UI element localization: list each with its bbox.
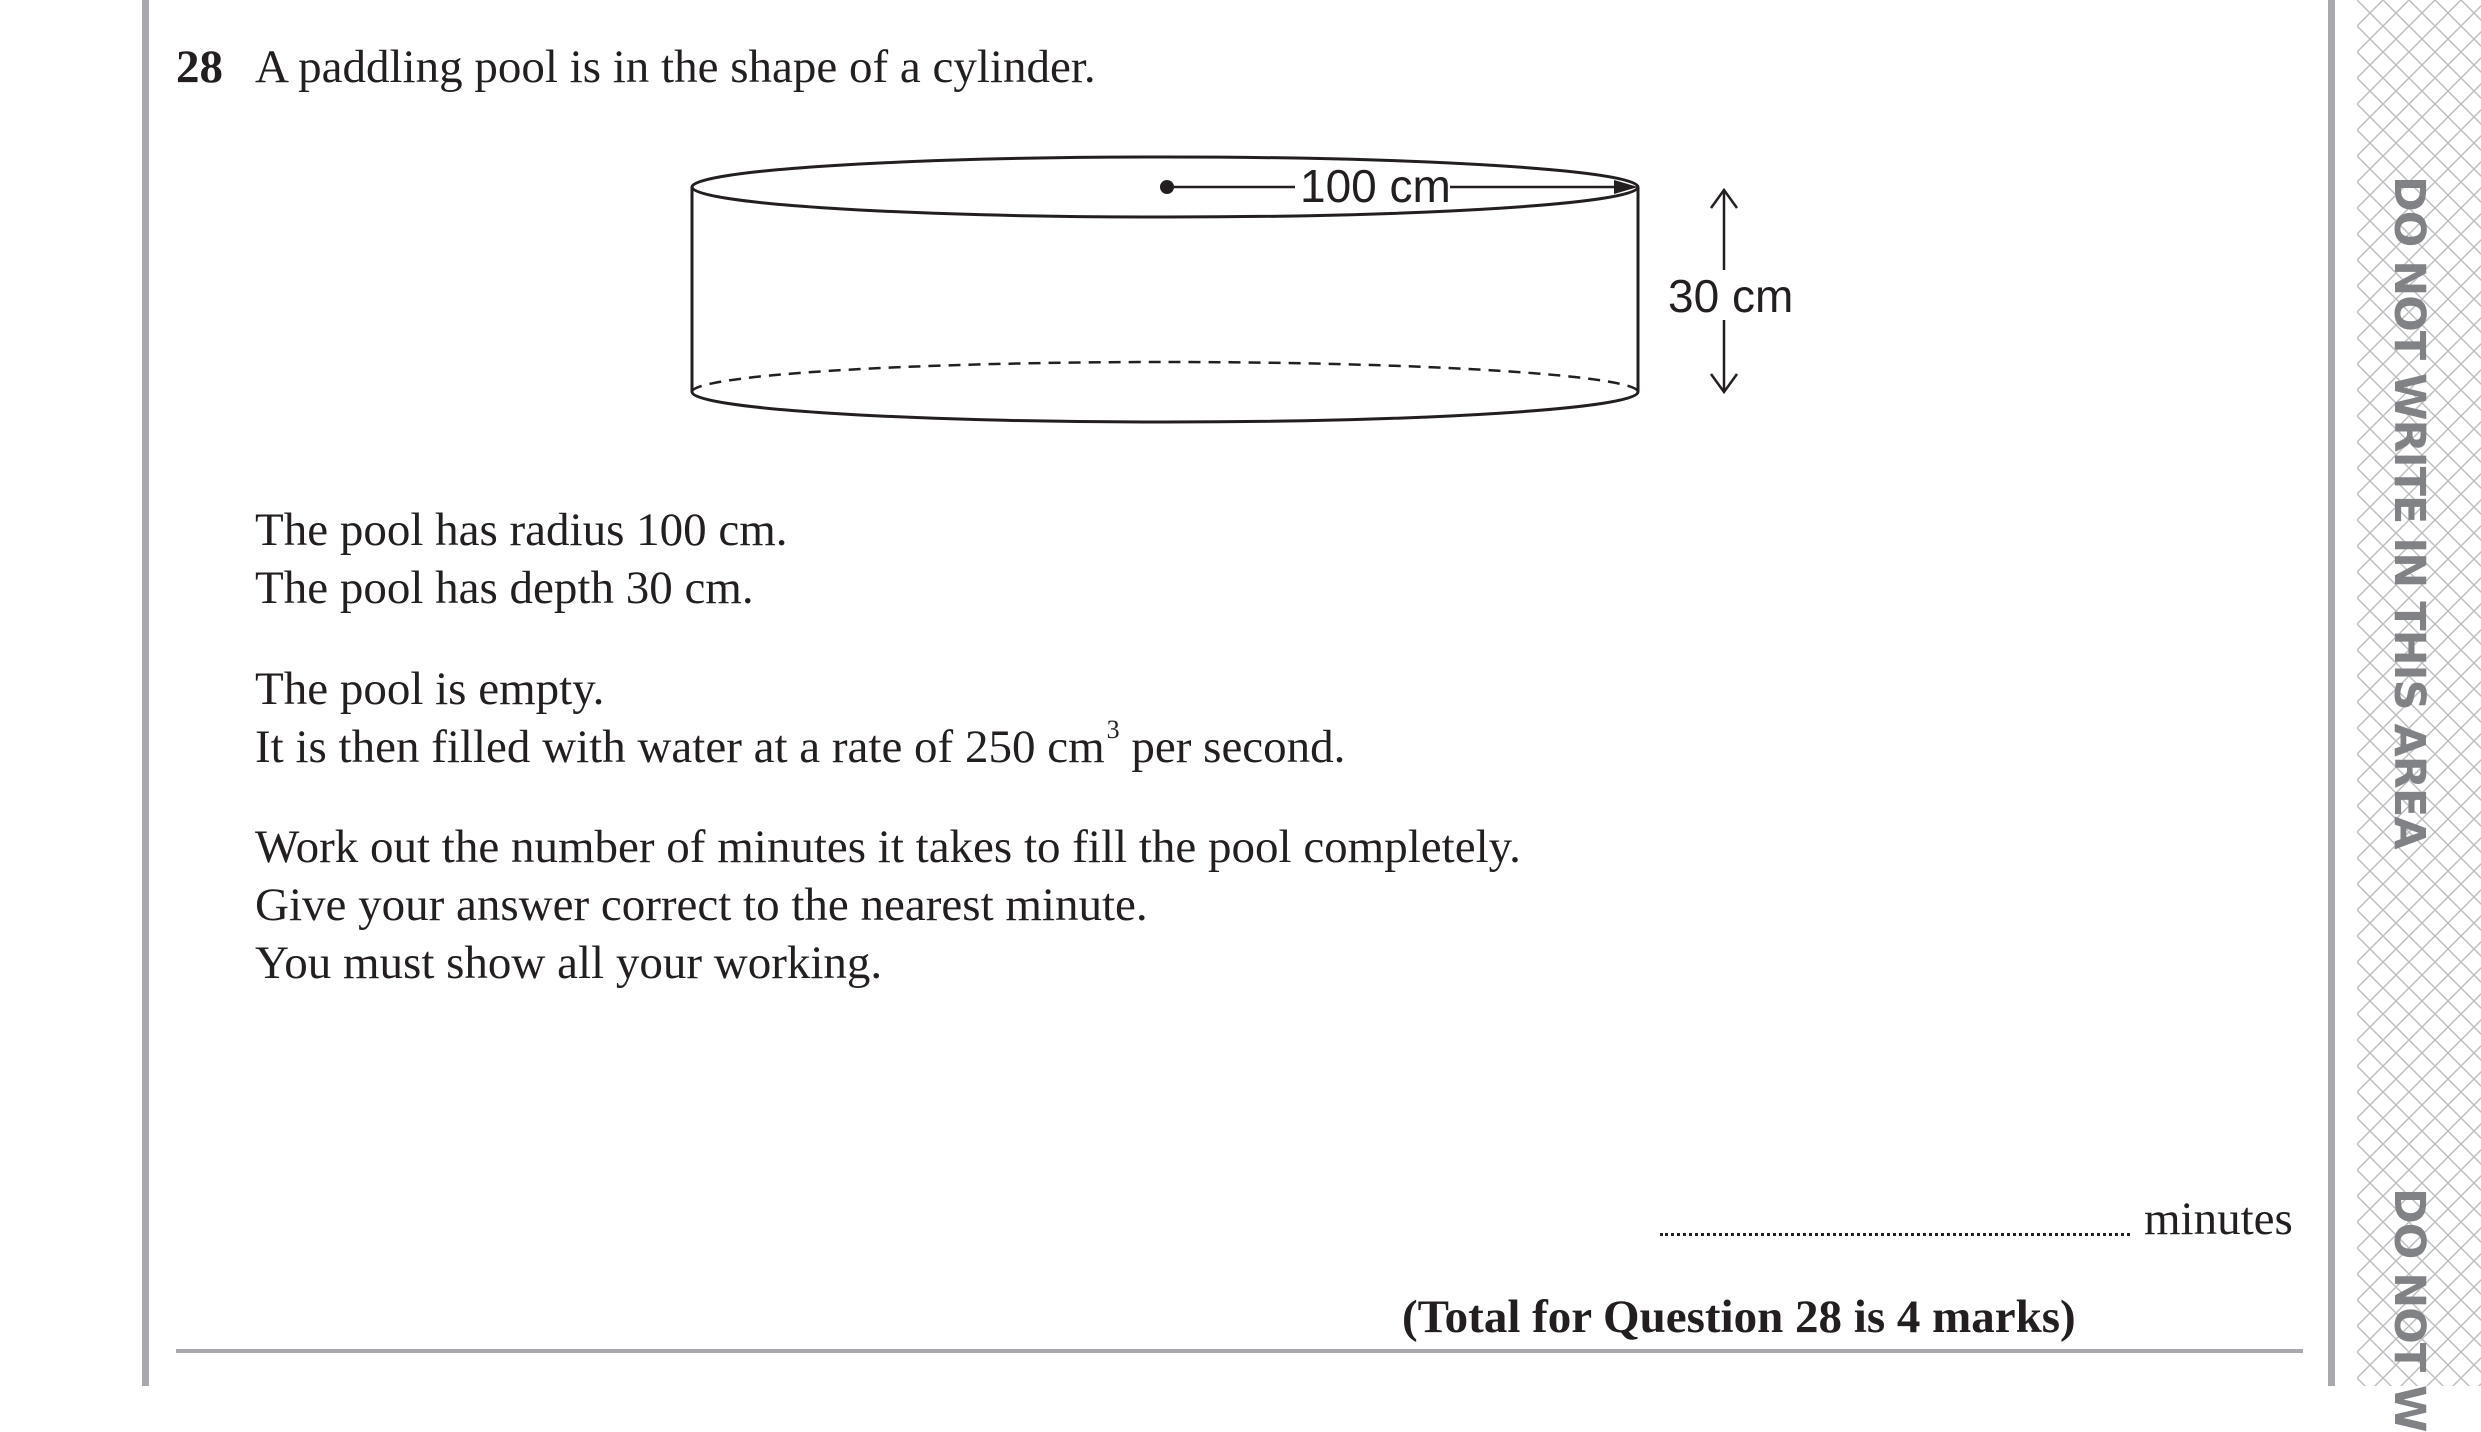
- radius-statement: The pool has radius 100 cm.: [255, 504, 788, 556]
- question-number: 28: [176, 41, 223, 93]
- task-instruction: Work out the number of minutes it takes to fill the pool completely.: [255, 821, 1521, 873]
- page-right-rule: [2328, 0, 2335, 1386]
- bottom-rule: [176, 1349, 2303, 1353]
- depth-label: 30 cm: [1668, 270, 1794, 322]
- empty-statement: The pool is empty.: [255, 663, 605, 715]
- cylinder-diagram: [680, 140, 1830, 450]
- question-stem: A paddling pool is in the shape of a cylinder.: [255, 41, 1096, 93]
- working-instruction: You must show all your working.: [255, 937, 883, 989]
- depth-statement: The pool has depth 30 cm.: [255, 562, 754, 614]
- margin-warning-text: DO NOT WRITE IN THIS AREA: [2384, 176, 2434, 849]
- answer-unit: minutes: [2144, 1193, 2293, 1245]
- total-marks: (Total for Question 28 is 4 marks): [1402, 1291, 2076, 1343]
- page-left-rule: [142, 0, 149, 1386]
- margin-warning-text-partial: DO NOT W: [2384, 1188, 2434, 1432]
- cylinder-bottom-back: [692, 362, 1638, 392]
- answer-line[interactable]: [1660, 1233, 2130, 1236]
- fill-rate-statement: It is then filled with water at a rate of 250 $cm^3$ per second.: [255, 715, 1346, 773]
- cylinder-bottom-front: [692, 392, 1638, 422]
- rounding-instruction: Give your answer correct to the nearest minute.: [255, 879, 1148, 931]
- radius-label: 100 cm: [1300, 160, 1451, 212]
